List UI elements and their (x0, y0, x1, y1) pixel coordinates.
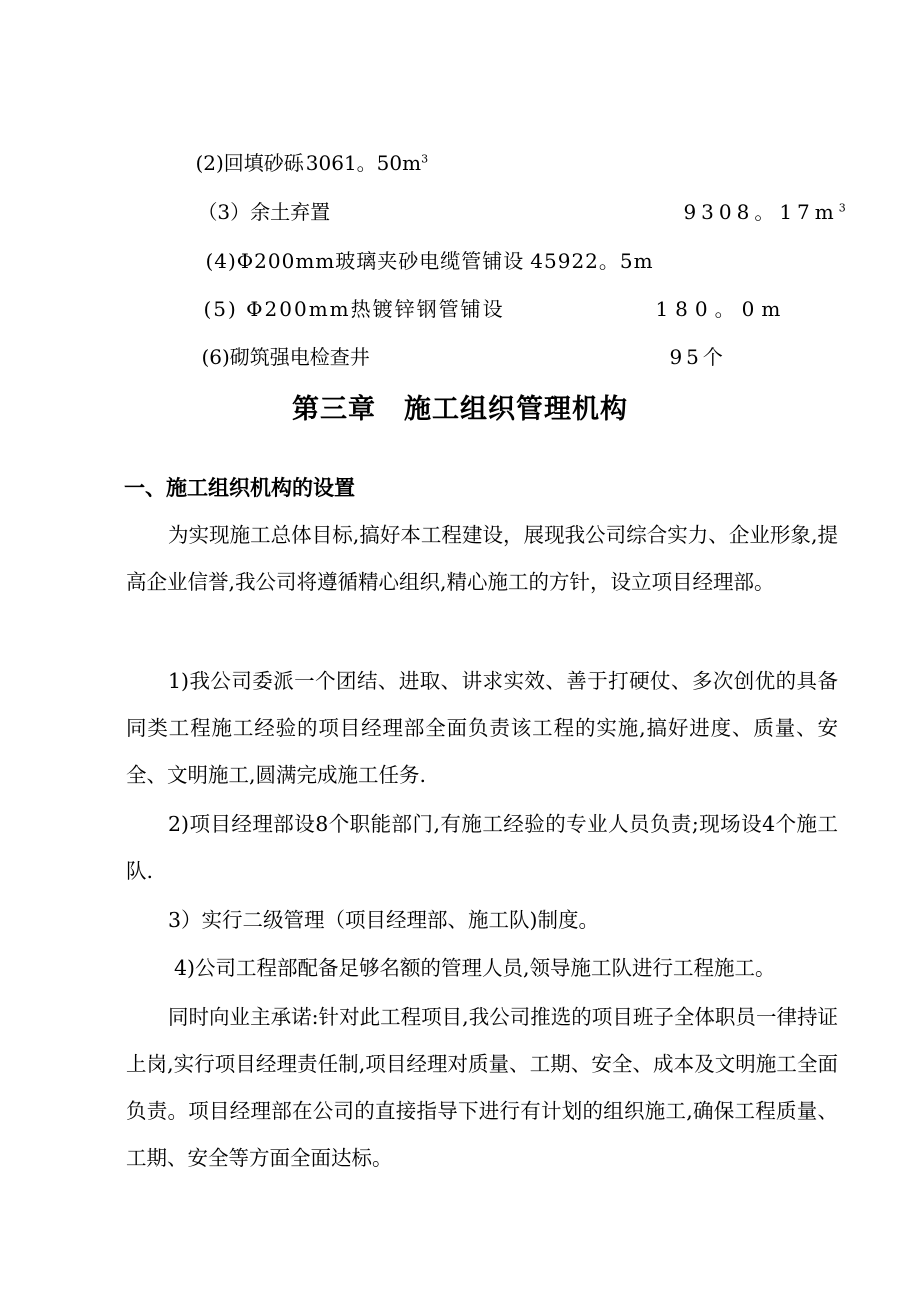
paragraph-item-1: 1)我公司委派一个团结、进取、讲求实效、善于打硬仗、多次创优的具备同类工程施工经验的项目经理部全面负责该工程的实施,搞好进度、质量、安全、文明施工,圆满完成施工任务. (126, 669, 838, 787)
paragraph-commitment: 同时向业主承诺:针对此工程项目,我公司推选的项目班子全体职员一律持证上岗,实行项目经理责任制,项目经理对质量、工期、安全、成本及文明施工全面负责。项目经理部在公司的直接指导下进行有计划的组织施工,确保工程质量、工期、安全等方面全面达标。 (126, 1005, 838, 1170)
quantity-label: (5) Φ200mm热镀锌钢管铺设 (203, 297, 505, 321)
chapter-title: 第三章 施工组织管理机构 (292, 394, 628, 425)
quantity-unit-superscript: 3 (838, 201, 846, 215)
quantity-item-inspection-well-amount (628, 315, 727, 399)
quantity-label: (4)Φ200mm玻璃夹砂电缆管铺设 (205, 249, 525, 273)
quantity-label: (2)回填砂砾 (195, 151, 304, 175)
paragraph-item-2: 2)项目经理部设8个职能部门,有施工经验的专业人员负责;现场设4个施工队. (126, 812, 838, 883)
quantity-label: （3）余土弃置 (197, 200, 331, 224)
quantity-item-inspection-well (176, 315, 370, 399)
section-title: 一、施工组织机构的设置 (124, 475, 355, 500)
paragraph-item-3: 3）实行二级管理（项目经理部、施工队)制度。 (168, 908, 600, 932)
quantity-amount: 3061。50m (305, 151, 422, 175)
quantity-amount: 95个 (669, 345, 727, 369)
quantity-unit-superscript: 3 (421, 152, 429, 166)
paragraph-item-4: 4)公司工程部配备足够名额的管理人员,领导施工队进行工程施工。 (174, 956, 776, 980)
quantity-amount: 180。0m (655, 297, 788, 321)
quantity-label: (6)砌筑强电检查井 (201, 345, 370, 369)
quantity-amount: 9308。17m (683, 200, 839, 224)
paragraph-intro: 为实现施工总体目标,搞好本工程建设，展现我公司综合实力、企业形象,提高企业信誉,我公司将遵循精心组织,精心施工的方针，设立项目经理部。 (126, 523, 838, 594)
quantity-amount: 45922。5m (530, 249, 654, 273)
quantity-item-spoil-amount (638, 170, 846, 254)
